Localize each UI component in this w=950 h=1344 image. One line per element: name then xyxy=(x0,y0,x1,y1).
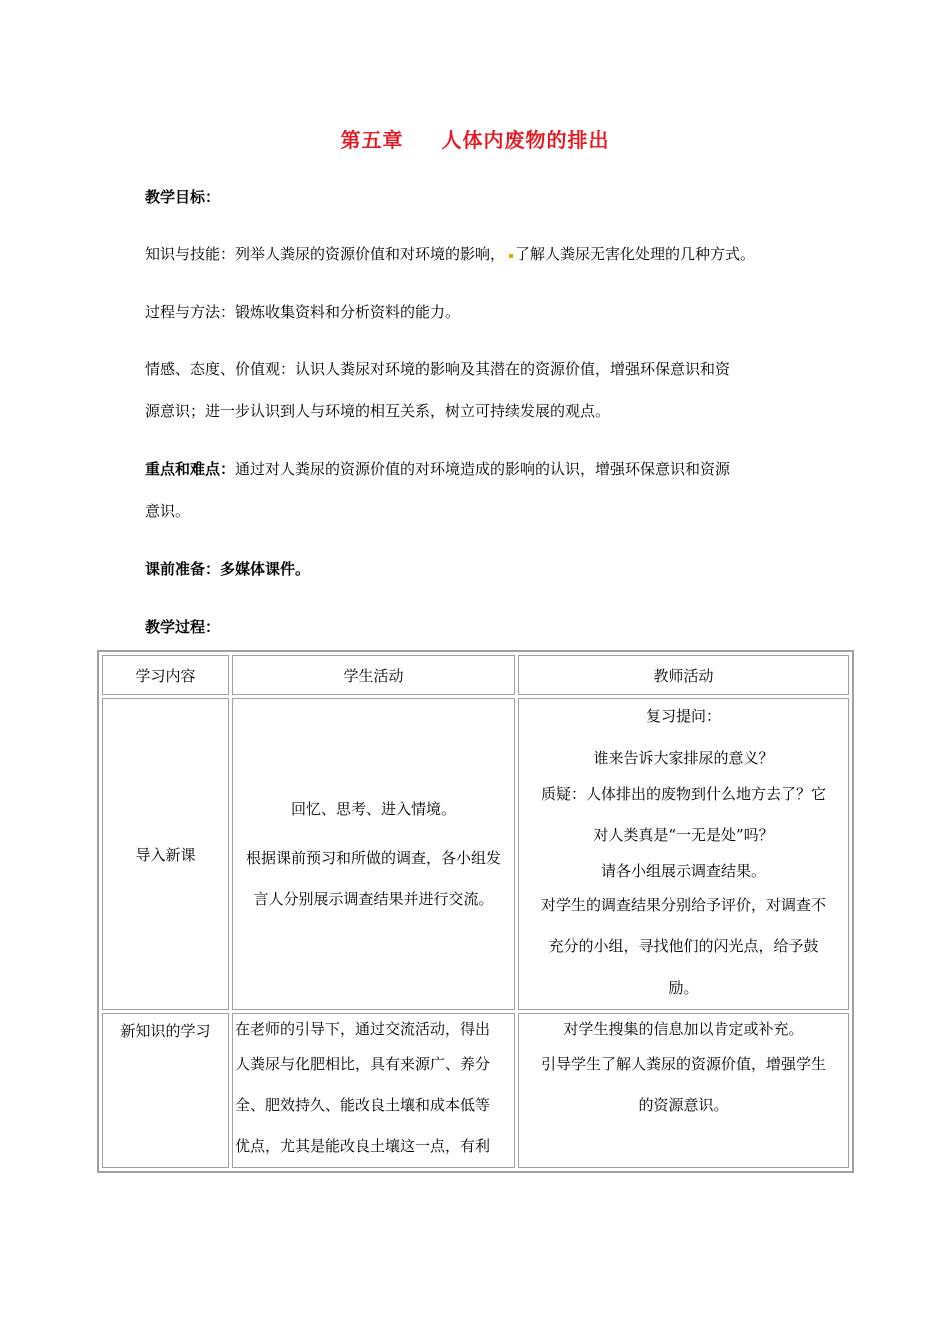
knowledge-skills xyxy=(145,233,825,275)
row2-student-line: 全、肥效持久、能改良土壤和成本低等 xyxy=(235,1096,491,1114)
row2-student-line: 人粪尿与化肥相比，具有来源广、养分 xyxy=(235,1055,491,1073)
row1-teacher-line: 对学生的调查结果分别给予评价，对调查不 xyxy=(540,896,826,914)
row1-content: 导入新课 xyxy=(102,698,229,1010)
process-methods: 过程与方法：锻炼收集资料和分析资料的能力。 xyxy=(145,303,461,321)
row2-student-line: 在老师的引导下，通过交流活动，得出 xyxy=(235,1020,491,1038)
row2-content: 新知识的学习 xyxy=(102,1013,229,1168)
row1-teacher-line: 复习提问： xyxy=(645,707,721,725)
chapter-name: 人体内废物的排出 xyxy=(441,128,610,152)
emotion-line-2: 源意识；进一步认识到人与环境的相互关系，树立可持续发展的观点。 xyxy=(145,402,611,420)
row2-student-line: 优点，尤其是能改良土壤这一点，有利 xyxy=(235,1137,491,1155)
row2-teacher xyxy=(518,1013,849,1168)
emotion-attitude xyxy=(145,348,825,432)
knowledge-text-a: 知识与技能：列举人粪尿的资源价值和对环境的影响， xyxy=(145,245,506,263)
row1-teacher-line: 对人类真是“一无是处”吗？ xyxy=(593,826,774,844)
row1-teacher-line: 谁来告诉大家排尿的意义？ xyxy=(593,749,774,767)
key-line-2: 意识。 xyxy=(145,502,191,520)
chapter-number: 第五章 xyxy=(340,128,404,152)
row1-teacher xyxy=(518,698,849,1010)
teaching-process-table xyxy=(97,650,854,1173)
row1-student-line: 言人分别展示调查结果并进行交流。 xyxy=(253,889,494,908)
table-header-row xyxy=(102,655,849,695)
row2-teacher-line: 对学生搜集的信息加以肯定或补充。 xyxy=(563,1020,804,1038)
key-label: 重点和难点： xyxy=(145,460,236,478)
row1-teacher-line: 励。 xyxy=(668,979,699,997)
key-line-1: 通过对人粪尿的资源价值的对环境造成的影响的认识，增强环保意识和资源 xyxy=(235,460,731,478)
key-points xyxy=(145,448,825,532)
header-student: 学生活动 xyxy=(232,655,515,695)
header-teacher: 教师活动 xyxy=(518,655,849,695)
row1-teacher-line: 请各小组展示调查结果。 xyxy=(600,862,766,880)
row1-student-line: 根据课前预习和所做的调查，各小组发 xyxy=(245,848,501,867)
mark-dot xyxy=(509,254,513,258)
emotion-line-1: 情感、态度、价值观：认识人粪尿对环境的影响及其潜在的资源价值，增强环保意识和资 xyxy=(145,360,731,378)
header-content: 学习内容 xyxy=(102,655,229,695)
row2-teacher-line: 的资源意识。 xyxy=(638,1096,729,1114)
page-title xyxy=(0,124,950,153)
row1-teacher-line: 充分的小组，寻找他们的闪光点，给予鼓 xyxy=(548,937,819,955)
preparation: 课前准备：多媒体课件。 xyxy=(145,560,311,578)
table-row xyxy=(102,1013,849,1168)
row2-student xyxy=(232,1013,515,1168)
row2-teacher-line: 引导学生了解人粪尿的资源价值，增强学生 xyxy=(540,1055,826,1073)
table-row xyxy=(102,698,849,1010)
row1-teacher-line: 质疑：人体排出的废物到什么地方去了？它 xyxy=(540,785,826,803)
process-label: 教学过程： xyxy=(145,618,221,636)
row1-student-line: 回忆、思考、进入情境。 xyxy=(290,799,456,818)
knowledge-text-b: 了解人粪尿无害化处理的几种方式。 xyxy=(515,245,756,263)
row1-student xyxy=(232,698,515,1010)
goals-label: 教学目标： xyxy=(145,188,221,206)
